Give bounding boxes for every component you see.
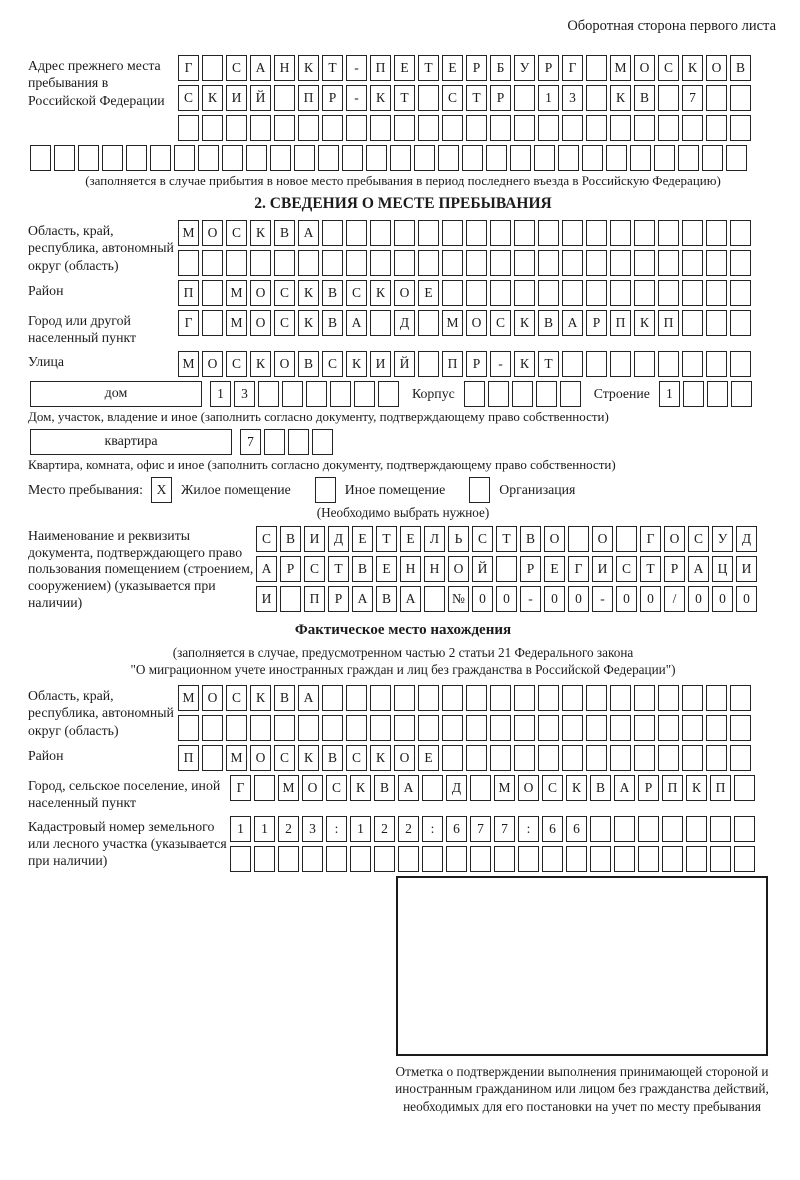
stamp-area xyxy=(396,876,768,1116)
region-label: Область, край, республика, автономный округ (область) xyxy=(28,223,174,273)
actual-district-row: П М О С К В С К О Е xyxy=(178,745,751,771)
city-field xyxy=(28,310,778,347)
actual-district-label: Район xyxy=(28,747,64,763)
apartment-box-label: квартира xyxy=(30,429,232,455)
district-label: Район xyxy=(28,283,64,298)
actual-location-note-1: (заполняется в случае, предусмотренном частью 2 статьи 21 Федерального закона xyxy=(172,644,634,660)
actual-region-row-2 xyxy=(178,715,751,741)
actual-city-label: Город, сельское поселение, иной населенный пункт xyxy=(28,777,221,811)
cadastral-row-2 xyxy=(230,846,755,872)
stay-type-checkbox-org xyxy=(469,477,490,503)
doc-row-1: С В И Д Е Т Е Л Ь С Т В О О Г О С У Д xyxy=(256,526,757,552)
stamp-caption: Отметка о подтверждении выполнения принимающей стороной и иностранным гражданином или лицом без гражданства действий, необходимых для его постановки на учет по месту пребывания xyxy=(395,1063,769,1114)
prev-address-rows xyxy=(178,55,751,141)
street-label: Улица xyxy=(28,353,64,369)
house-caption: Дом, участок, владение и иное (заполнить согласно документу, подтверждающему право собственности) xyxy=(28,408,609,424)
prev-address-row-2: С К И Й П Р - К Т С Т Р 1 3 К В 7 xyxy=(178,85,751,111)
prev-address-row-1: Г С А Н К Т - П Е Т Е Р Б У Р Г М О С К О В xyxy=(178,55,751,81)
apartment-cells: 7 xyxy=(240,429,333,455)
section2-title: 2. СВЕДЕНИЯ О МЕСТЕ ПРЕБЫВАНИЯ xyxy=(254,195,552,212)
house-field xyxy=(28,381,778,407)
stay-type-label: Место пребывания: xyxy=(28,481,143,497)
region-rows xyxy=(178,220,751,276)
region-field xyxy=(28,220,778,276)
prev-address-row-4 xyxy=(30,145,778,171)
house-box-label: дом xyxy=(30,381,202,407)
actual-location-title: Фактическое место нахождения xyxy=(294,621,512,638)
prev-address-field xyxy=(28,55,778,141)
cadastral-rows xyxy=(230,816,755,872)
actual-region-label: Область, край, республика, автономный округ (область) xyxy=(28,687,174,738)
street-field xyxy=(28,351,778,377)
doc-field xyxy=(28,526,778,612)
city-label: Город или другой населенный пункт xyxy=(28,313,137,346)
house-number-cells: 1 3 xyxy=(210,381,399,407)
stroenie-label: Строение xyxy=(593,385,650,401)
actual-region-field xyxy=(28,685,778,741)
stamp-box xyxy=(396,876,768,1056)
apartment-field xyxy=(28,429,778,455)
stay-type-checkbox-inoe xyxy=(315,477,336,503)
actual-region-row-1: М О С К В А xyxy=(178,685,751,711)
stay-type-note: (Необходимо выбрать нужное) xyxy=(316,504,490,520)
corner-note: Оборотная сторона первого листа xyxy=(567,18,776,34)
actual-location-note-2: "О миграционном учете иностранных граждан и лиц без гражданства в Российской Федерации") xyxy=(130,661,676,677)
apartment-caption: Квартира, комната, офис и иное (заполнить согласно документу, подтверждающему право собственности) xyxy=(28,456,616,472)
stay-type-option-inoe: Иное помещение xyxy=(344,481,446,497)
district-field xyxy=(28,280,778,306)
prev-address-row-3 xyxy=(178,115,751,141)
doc-label: Наименование и реквизиты документа, подтверждающего право пользования помещением (строением, сооружением) (указывается при наличии) xyxy=(28,527,254,611)
district-row: П М О С К В С К О Е xyxy=(178,280,751,306)
actual-city-field xyxy=(28,775,778,812)
prev-address-caption: (заполняется в случае прибытия в новое место пребывания в период последнего въезда в Российскую Федерацию) xyxy=(85,173,721,188)
actual-district-field xyxy=(28,745,778,771)
korpus-cells xyxy=(464,381,581,407)
stay-type-row xyxy=(28,477,778,503)
doc-row-2: А Р С Т В Е Н Н О Й Р Е Г И С Т Р А Ц И xyxy=(256,556,757,582)
actual-city-row: Г М О С К В А Д М О С К В А Р П К П xyxy=(230,775,755,801)
doc-row-3: И П Р А В А № 0 0 - 0 0 - 0 0 / 0 0 0 xyxy=(256,586,757,612)
cadastral-label: Кадастровый номер земельного или лесного участка (указывается при наличии) xyxy=(28,818,227,869)
actual-region-rows xyxy=(178,685,751,741)
stay-type-checkbox-zhiloe: X xyxy=(151,477,172,503)
korpus-label: Корпус xyxy=(412,385,455,401)
stroenie-cells: 1 xyxy=(659,381,752,407)
cadastral-row-1: 1 1 2 3 : 1 2 2 : 6 7 7 : 6 6 xyxy=(230,816,755,842)
cadastral-field xyxy=(28,816,778,872)
street-row: М О С К О В С К И Й П Р - К Т xyxy=(178,351,751,377)
prev-address-label: Адрес прежнего места пребывания в Российской Федерации xyxy=(28,58,165,108)
city-row: Г М О С К В А Д М О С К В А Р П К П xyxy=(178,310,751,336)
region-row-1: М О С К В А xyxy=(178,220,751,246)
stay-type-option-zhiloe: Жилое помещение xyxy=(180,481,291,497)
doc-rows xyxy=(256,526,757,612)
region-row-2 xyxy=(178,250,751,276)
stay-type-option-org: Организация xyxy=(499,481,576,497)
